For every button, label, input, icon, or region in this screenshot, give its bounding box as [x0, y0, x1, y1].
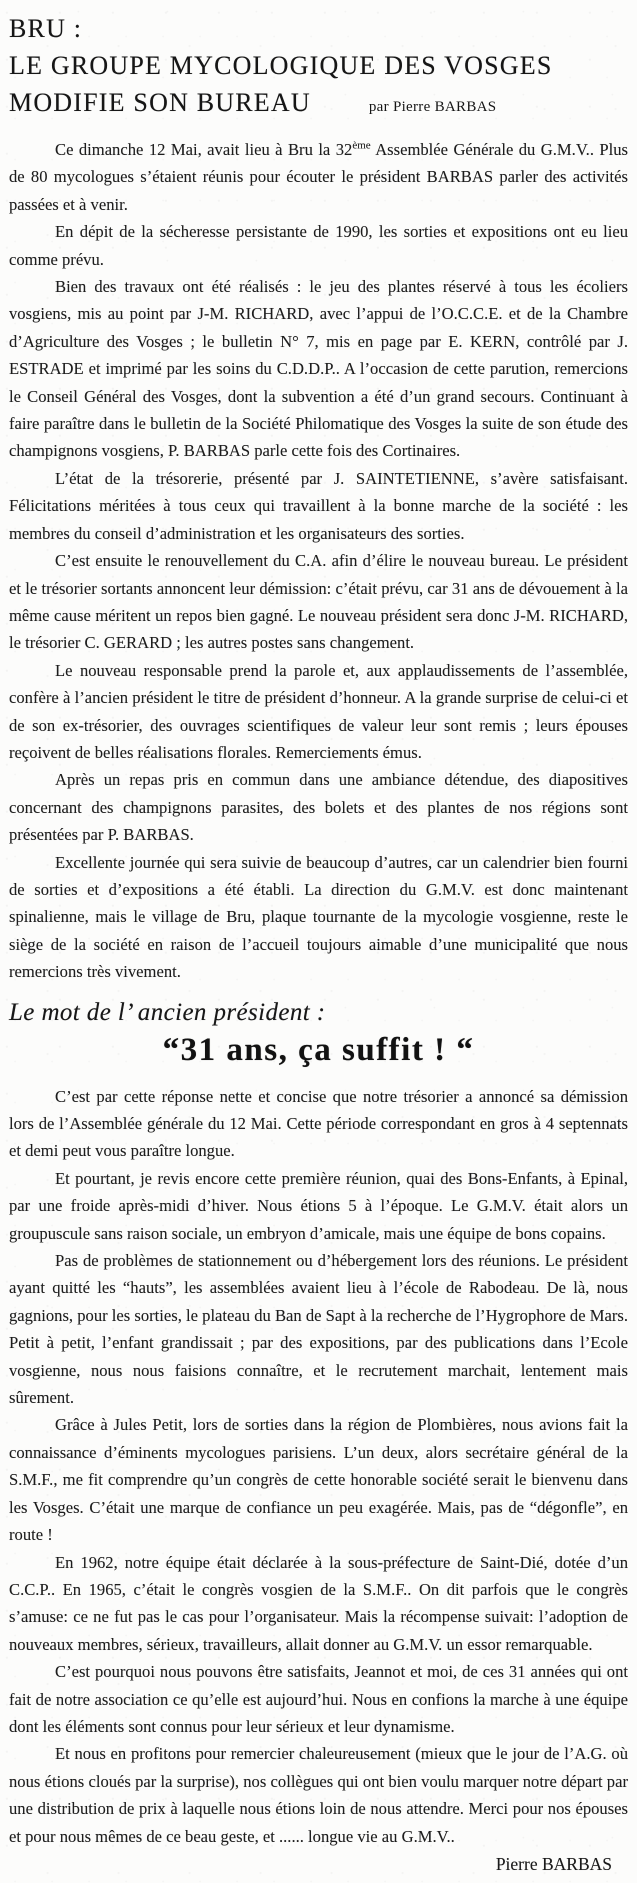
paragraph-7: Après un repas pris en commun dans une ambiance détendue, des diapositives concernant des champignons parasites, des bolets et des plantes de nos régions sont présentées par P. BARBAS.	[9, 770, 628, 845]
paragraph-2: En dépit de la sécheresse persistante de 1990, les sorties et expositions ont eu lieu comme prévu.	[9, 222, 628, 269]
paragraph-10: Et pourtant, je revis encore cette première réunion, quai des Bons-Enfants, à Epinal, par une froide après-midi d’hiver. Nous étions 5 à l’époque. Le G.M.V. était alors un groupuscule sans raison sociale, un embryon d’amicale, mais une équipe de bons copains.	[9, 1168, 628, 1243]
author-signature: Pierre BARBAS	[495, 1853, 612, 1874]
title-line-3-text: MODIFIE SON BUREAU	[9, 88, 311, 117]
paragraph-1-before-sup: Ce dimanche 12 Mai, avait lieu à Bru la 32	[55, 140, 353, 159]
title-line-2: LE GROUPE MYCOLOGIQUE DES VOSGES	[9, 51, 553, 80]
intro-section	[9, 136, 628, 986]
former-president-section	[9, 998, 628, 1875]
paragraph-1	[9, 136, 628, 218]
scanned-article-page	[9, 10, 628, 1875]
title-line-3	[9, 84, 628, 126]
paragraph-13: En 1962, notre équipe était déclarée à la sous-préfecture de Saint-Dié, dotée d’un C.C.P.. En 1965, c’était le congrès vosgien de la S.M.F.. On dit parfois que le congrès s’amuse: ce ne fut pas le cas pour l’organisateur. Mais la récompense suivait: l’adoption de nouveaux membres, sérieux, travailleurs, allait donner au G.M.V. un essor remarquable.	[9, 1552, 628, 1654]
article-title	[9, 10, 628, 126]
paragraph-14: C’est pourquoi nous pouvons être satisfaits, Jeannot et moi, de ces 31 années qui ont fait de notre association ce qu’elle est aujourd’hui. Nous en confions la marche à une équipe dont les éléments sont connus pour leur sérieux et leur dynamisme.	[9, 1662, 628, 1736]
ordinal-superscript: ème	[352, 139, 371, 152]
paragraph-15: Et nous en profitons pour remercier chaleureusement (mieux que le jour de l’A.G. où nous étions cloués par la surprise), nos collègues qui ont bien voulu marquer notre départ par une distribution de prix à laquelle nous étions loin de nous attendre. Merci pour nos épouses et pour nous mêmes de ce beau geste, et ...... longue vie au G.M.V..	[9, 1744, 628, 1846]
paragraph-4: L’état de la trésorerie, présenté par J. SAINTETIENNE, s’avère satisfaisant. Félicitations méritées à tous ceux qui travaillent à la bonne marche de la société : les membres du conseil d’administration et les organisateurs des sorties.	[9, 468, 628, 543]
paragraph-8: Excellente journée qui sera suivie de beaucoup d’autres, car un calendrier bien fourni de sorties et d’expositions a été établi. La direction du G.M.V. est donc maintenant spinalienne, mais le village de Bru, plaque tournante de la mycologie vosgienne, reste le siège de la société en raison de l’accueil toujours aimable d’une municipalité que nous remercions très vivement.	[9, 852, 628, 982]
paragraph-3: Bien des travaux ont été réalisés : le jeu des plantes réservé à tous les écoliers vosgiens, mis au point par J-M. RICHARD, avec l’appui de l’O.C.C.E. et de la Chambre d’Agriculture des Vosges ; le bulletin N° 7, mis en page par E. KERN, contrôlé par J. ESTRADE et imprimé par les soins du C.D.D.P.. A l’occasion de cette parution, remercions le Conseil Général des Vosges, dont la subvention a été d’un grand secours. Continuant à faire paraître dans le bulletin de la Société Philomatique des Vosges la suite de son étude des champignons vosgiens, P. BARBAS parle cette fois des Cortinaires.	[9, 277, 628, 461]
section-heading: Le mot de l’ ancien président :	[9, 998, 326, 1026]
paragraph-1-after-sup: Assemblée Générale du G.M.V.. Plus de 80 mycologues s’étaient réunis pour écouter le président BARBAS parler des activités passées et à venir.	[9, 140, 629, 214]
byline: par Pierre BARBAS	[368, 99, 497, 115]
paragraph-6: Le nouveau responsable prend la parole et, aux applaudissements de l’assemblée, confère à l’ancien président le titre de président d’honneur. A la grande surprise de celui-ci et de son ex-trésorier, des ouvrages scientifiques de valeur leur sont remis ; leurs épouses reçoivent de belles réalisations florales. Remerciements émus.	[9, 660, 628, 762]
paragraph-5: C’est ensuite le renouvellement du C.A. afin d’élire le nouveau bureau. Le président et le trésorier sortants annoncent leur démission: c’était prévu, car 31 ans de dévouement à la même cause méritent un repos bien gagné. Le nouveau président sera donc J-M. RICHARD, le trésorier C. GERARD ; les autres postes sans changement.	[9, 551, 628, 653]
paragraph-11: Pas de problèmes de stationnement ou d’hébergement lors des réunions. Le président ayant quitté les “hauts”, les assemblées avaient lieu à l’école de Rabodeau. De là, nous gagnions, pour les sorties, le plateau du Ban de Sapt à la recherche de l’Hygrophore de Mars. Petit à petit, l’enfant grandissait ; par des expositions, par des publications dans l’Ecole vosgienne, nous nous faisions connaître, et le recrutement marchait, lentement mais sûrement.	[9, 1251, 628, 1408]
title-line-1: BRU :	[9, 14, 83, 43]
pull-quote: “31 ans, ça suffit ! “	[162, 1031, 475, 1068]
paragraph-12: Grâce à Jules Petit, lors de sorties dans la région de Plombières, nous avions fait la connaissance d’éminents mycologues parisiens. L’un deux, alors secrétaire général de la S.M.F., me fit comprendre qu’un congrès de cette honorable société serait le bienvenu dans les Vosges. C’était une marque de confiance un peu exagérée. Mais, pas de “dégonfle”, en route !	[9, 1415, 628, 1545]
paragraph-9: C’est par cette réponse nette et concise que notre trésorier a annoncé sa démission lors de l’Assemblée générale du 12 Mai. Cette période correspondant en gros à 4 septennats et demi peut vous paraître longue.	[9, 1086, 628, 1161]
